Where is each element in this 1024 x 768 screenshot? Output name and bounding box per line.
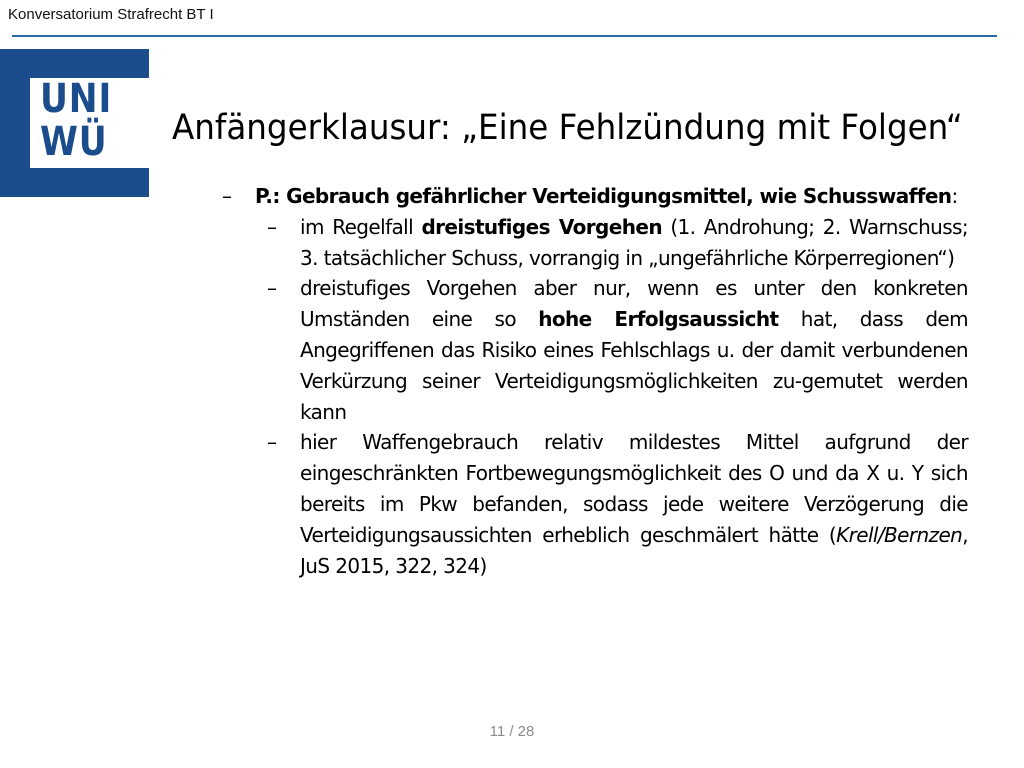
logo-line-1: UNI (40, 76, 113, 122)
dash-icon: – (267, 214, 277, 239)
header-title: Konversatorium Strafrecht BT I (8, 6, 214, 23)
bullet-point (220, 181, 968, 212)
logo-wordmark (40, 78, 134, 164)
page-number: 11 / 28 (489, 723, 535, 740)
university-logo (0, 49, 149, 197)
subpoint-emphasis: Krell/Bernzen (836, 522, 963, 547)
logo-line-2: WÜ (40, 119, 108, 165)
subpoint-text: im Regelfall (300, 214, 422, 239)
subpoint-item (220, 212, 968, 274)
dash-icon: – (267, 430, 277, 455)
dash-icon: – (267, 276, 277, 301)
subpoint-text: hier Waffengebrauch relativ mildestes Mittel aufgrund der eingeschränkten Fortbewegungsmöglichkeit des O und da X u. Y sich bereits im Pkw befanden, sodass jede weitere Verzögerung die Verteidigungsaussichten erheblich geschmälert hätte ( (300, 430, 968, 547)
subpoint-text: dreistufiges Vorgehen aber nur, wenn es unter den konkreten Umständen eine so (300, 276, 968, 332)
subpoint-list (220, 212, 968, 582)
subpoint-item (220, 427, 968, 581)
slide-content (220, 181, 968, 581)
header-divider (12, 35, 997, 37)
point-text: P.: Gebrauch gefährlicher Verteidigungsmittel, wie Schusswaffen (255, 184, 952, 208)
point-suffix: : (951, 184, 958, 208)
subpoint-text: (1. Androhung; 2. Warnschuss; 3. tatsächlicher Schuss, vorrangig in „ungefährliche Körperregionen“) (300, 214, 968, 270)
subpoint-text: , JuS 2015, 322, 324) (300, 522, 968, 578)
dash-icon: – (222, 184, 232, 208)
subpoint-emphasis: dreistufiges Vorgehen (421, 214, 662, 239)
slide-title: Anfängerklausur: „Eine Fehlzündung mit Folgen“ (172, 108, 963, 148)
subpoint-item (220, 273, 968, 427)
logo-panel (30, 78, 149, 168)
subpoint-emphasis: hohe Erfolgsaussicht (538, 307, 779, 332)
subpoint-text: hat, dass dem Angegriffenen das Risiko eines Fehlschlags u. der damit verbundenen Verkürzung seiner Verteidigungsmöglichkeiten zu-gemutet werden kann (300, 307, 969, 424)
